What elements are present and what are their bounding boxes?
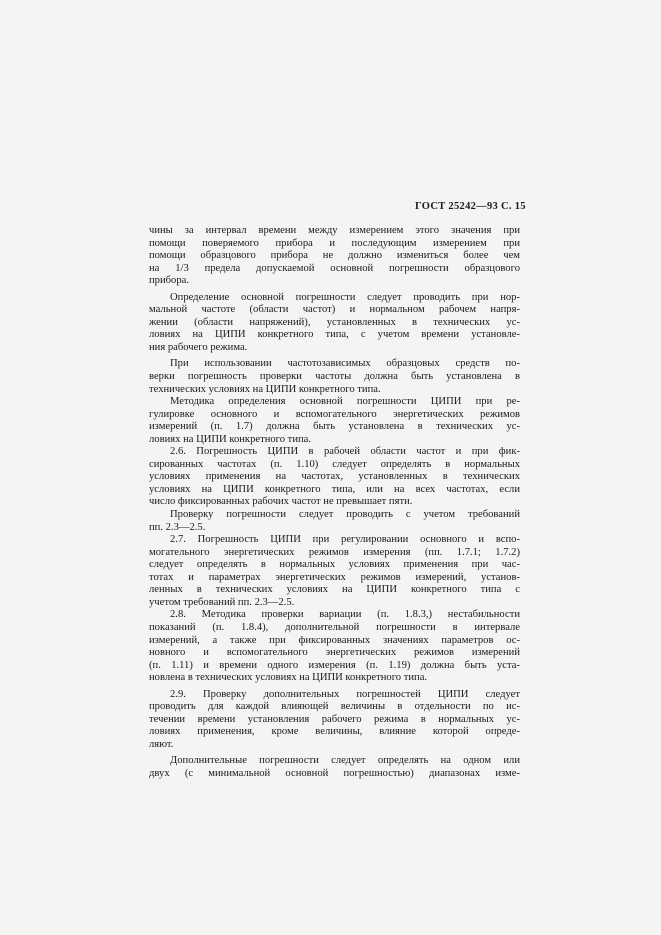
text-line: число фиксированных рабочих частот не превышает пяти.: [149, 496, 413, 508]
paragraph: [149, 609, 520, 684]
text-line: 2.6. Погрешность ЦИПИ в рабочей области частот и при фик-: [170, 446, 520, 458]
text-line: Определение основной погрешности следует проводить при нор-: [170, 291, 520, 303]
text-line: верки погрешность проверки частоты должна быть установлена в: [149, 371, 520, 383]
text-line: учетом требований пп. 2.3—2.5.: [149, 596, 295, 608]
text-line: ловиях на ЦИПИ конкретного типа.: [149, 433, 312, 445]
text-line: новлена в технических условиях на ЦИПИ конкретного типа.: [149, 672, 428, 684]
paragraph: [149, 446, 520, 509]
text-line: условиях на ЦИПИ конкретного типа, или на всех частотах, если: [149, 483, 520, 495]
text-line: проводить для каждой влияющей величины в отдельности по ис-: [149, 701, 520, 713]
text-line: 2.8. Методика проверки вариации (п. 1.8.3,) нестабильности: [170, 609, 520, 621]
text-line: (п. 1.11) и времени одного измерения (п. 1.19) должна быть уста-: [149, 659, 520, 671]
paragraph: [149, 534, 520, 609]
text-line: 2.7. Погрешность ЦИПИ при регулировании основного и вспо-: [170, 534, 520, 546]
text-line: чины за интервал времени между измерением этого значения при: [149, 225, 520, 236]
text-line: могательного энергетических режимов измерения (пп. 1.7.1; 1.7.2): [149, 546, 520, 558]
text-line: показаний (п. 1.8.4), дополнительной погрешности в интервале: [149, 621, 520, 633]
paragraph: [149, 689, 520, 752]
text-line: следует определять в нормальных условиях применения при час-: [149, 559, 520, 571]
paragraph: [149, 292, 520, 355]
text-line: гулировке основного и вспомогательного энергетических режимов: [149, 408, 520, 420]
paragraph: [149, 396, 520, 446]
text-line: на 1/3 предела допускаемой основной погрешности образцового: [149, 262, 520, 274]
paragraph: [149, 755, 520, 780]
text-line: тотах и параметрах энергетических режимов измерений, установ-: [149, 571, 520, 583]
text-line: помощи поверяемого прибора и последующим измерением при: [149, 237, 520, 249]
text-line: измерений, а также при фиксированных значениях параметров ос-: [149, 634, 520, 646]
text-line: ния рабочего режима.: [149, 341, 248, 353]
text-line: ляют.: [149, 738, 174, 750]
text-line: прибора.: [149, 275, 189, 287]
text-line: При использовании частотозависимых образцовых средств по-: [170, 358, 520, 370]
text-line: ленных в технических условиях на ЦИПИ конкретного типа с: [149, 584, 520, 596]
text-line: новного и вспомогательного энергетических режимов измерений: [149, 647, 520, 659]
text-line: условиях применения на частотах, установленных в технических: [149, 471, 520, 483]
page-header: ГОСТ 25242—93 С. 15: [415, 201, 526, 212]
text-line: помощи образцового прибора не должно измениться более чем: [149, 250, 520, 262]
text-line: двух (с минимальной основной погрешностью) диапазонах изме-: [149, 767, 520, 779]
text-line: мальной частоте (области частот) и нормальном рабочем напря-: [149, 304, 520, 316]
text-line: технических условиях на ЦИПИ конкретного типа.: [149, 383, 381, 395]
text-line: ловиях применения, кроме величины, влияние которой опреде-: [149, 726, 520, 738]
text-line: Дополнительные погрешности следует определять на одном или: [170, 755, 520, 767]
paragraph: [149, 225, 520, 288]
text-line: пп. 2.3—2.5.: [149, 521, 206, 533]
text-line: течении времени установления рабочего режима в нормальных ус-: [149, 713, 520, 725]
text-line: Методика определения основной погрешности ЦИПИ при ре-: [170, 396, 520, 408]
text-line: 2.9. Проверку дополнительных погрешностей ЦИПИ следует: [170, 688, 520, 700]
text-line: ловиях на ЦИПИ конкретного типа, с учетом времени установле-: [149, 329, 520, 341]
paragraph: [149, 358, 520, 396]
text-line: измерений (п. 1.7) должна быть установлена в технических ус-: [149, 421, 520, 433]
body-text: [149, 225, 520, 781]
text-line: сированных частотах (п. 1.10) следует определять в нормальных: [149, 458, 520, 470]
text-line: Проверку погрешности следует проводить с учетом требований: [170, 509, 520, 521]
paragraph: [149, 509, 520, 534]
text-line: жении (области напряжений), установленных в технических ус-: [149, 316, 520, 328]
